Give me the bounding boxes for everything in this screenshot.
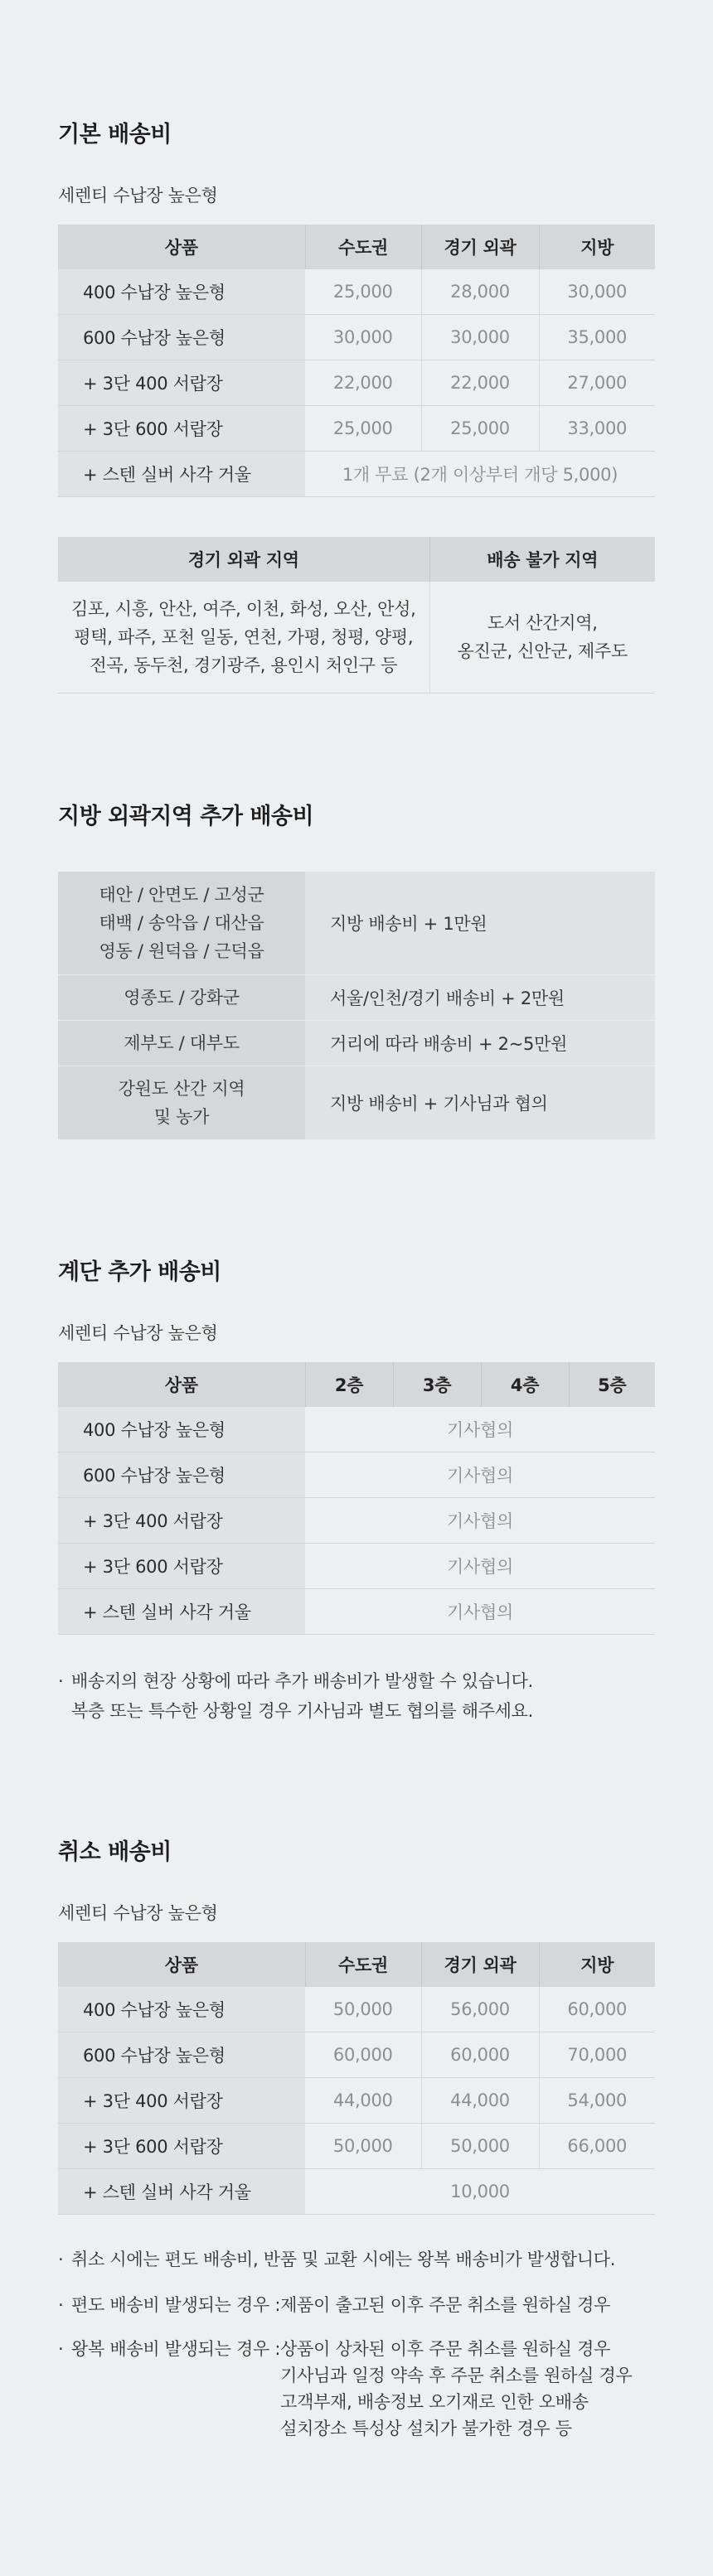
extra-fee-section — [58, 802, 655, 1140]
outer-region-list — [58, 582, 429, 694]
price-cell: 50,000 — [421, 2124, 539, 2169]
outer-region-line: 김포, 시흥, 안산, 여주, 이천, 화성, 오산, 안성, — [71, 599, 416, 619]
table-row — [58, 1066, 655, 1139]
product-label: + 3단 600 서랍장 — [58, 2124, 305, 2169]
basic-fee-title: 기본 배송비 — [58, 122, 172, 147]
extra-fee-desc: 서울/인천/경기 배송비 + 2만원 — [305, 974, 655, 1020]
table-row — [58, 2032, 655, 2078]
cancel-note-roundtrip — [58, 2336, 655, 2442]
note-value-line: 고객부재, 배송정보 오기재로 인한 오배송 — [280, 2392, 589, 2412]
product-label: + 스텐 실버 사각 거울 — [58, 1589, 305, 1635]
price-cell: 27,000 — [539, 360, 655, 406]
stairs-note — [58, 1666, 655, 1726]
note-text: 취소 시에는 편도 배송비, 반품 및 교환 시에는 왕복 배송비가 발생합니다. — [71, 2250, 616, 2269]
product-label: 400 수납장 높은형 — [58, 269, 305, 315]
extra-fee-table — [58, 872, 655, 1140]
price-cell: 30,000 — [305, 315, 421, 360]
note-line: 복층 또는 특수한 상황일 경우 기사님과 별도 협의를 해주세요. — [71, 1701, 534, 1721]
table-row — [58, 2124, 655, 2169]
product-label: + 3단 400 서랍장 — [58, 1498, 305, 1544]
header-gyeonggi-outer: 경기 외곽 — [421, 225, 539, 269]
table-header-row — [58, 225, 655, 269]
table-header-row — [58, 1362, 655, 1407]
header-gyeonggi-outer: 경기 외곽 — [421, 1942, 539, 1987]
price-cell: 60,000 — [539, 1987, 655, 2032]
note-value: 제품이 출고된 이후 주문 취소를 원하실 경우 — [280, 2295, 611, 2315]
area-line: 강원도 산간 지역 — [118, 1078, 245, 1099]
stairs-fee-section — [58, 1258, 655, 1726]
area-cell — [58, 872, 305, 974]
price-cell: 56,000 — [421, 1987, 539, 2032]
header-capital: 수도권 — [305, 1942, 421, 1987]
extra-fee-desc: 지방 배송비 + 기사님과 협의 — [305, 1066, 655, 1139]
area-line: 태안 / 안면도 / 고성군 — [99, 884, 264, 905]
table-row — [58, 1589, 655, 1635]
note-key: 편도 배송비 발생되는 경우 : — [71, 2295, 281, 2315]
bullet-dot: · — [58, 2339, 64, 2359]
area-cell — [58, 974, 305, 1020]
cancel-fee-subtitle: 세렌티 수납장 높은형 — [58, 1903, 218, 1923]
header-province: 지방 — [539, 1942, 655, 1987]
negotiation-cell: 기사협의 — [305, 1544, 655, 1589]
table-header-row — [58, 537, 655, 582]
price-cell: 60,000 — [305, 2032, 421, 2078]
region-table — [58, 537, 655, 694]
bullet-dot: · — [58, 2295, 64, 2315]
price-cell: 25,000 — [421, 406, 539, 452]
note-line: 배송지의 현장 상황에 따라 추가 배송비가 발생할 수 있습니다. — [71, 1671, 534, 1691]
extra-fee-desc: 거리에 따라 배송비 + 2~5만원 — [305, 1020, 655, 1066]
table-row — [58, 2169, 655, 2215]
cancel-notes — [58, 2245, 655, 2442]
cancel-fee-title: 취소 배송비 — [58, 1839, 172, 1865]
product-label: 400 수납장 높은형 — [58, 1987, 305, 2032]
product-label: + 3단 600 서랍장 — [58, 406, 305, 452]
mirror-price-cell: 10,000 — [305, 2169, 655, 2215]
basic-fee-table — [58, 225, 655, 497]
note-value-line: 상품이 상차된 이후 주문 취소를 원하실 경우 — [280, 2339, 611, 2359]
cancel-fee-section — [58, 1838, 655, 2442]
header-product: 상품 — [58, 225, 305, 269]
price-cell: 22,000 — [421, 360, 539, 406]
table-row — [58, 269, 655, 315]
table-row — [58, 1987, 655, 2032]
bullet-dot: · — [58, 1671, 64, 1691]
header-province: 지방 — [539, 225, 655, 269]
price-cell: 22,000 — [305, 360, 421, 406]
area-line: 태백 / 송악읍 / 대산읍 — [99, 912, 264, 933]
price-cell: 54,000 — [539, 2078, 655, 2124]
negotiation-cell: 기사협의 — [305, 1589, 655, 1635]
table-row — [58, 1544, 655, 1589]
table-row — [58, 1020, 655, 1066]
product-label: 600 수납장 높은형 — [58, 315, 305, 360]
table-row — [58, 1452, 655, 1498]
header-capital: 수도권 — [305, 225, 421, 269]
mirror-price-cell: 1개 무료 (2개 이상부터 개당 5,000) — [305, 452, 655, 497]
price-cell: 35,000 — [539, 315, 655, 360]
price-cell: 66,000 — [539, 2124, 655, 2169]
table-row — [58, 315, 655, 360]
note-value-list — [280, 2336, 632, 2442]
negotiation-cell: 기사협의 — [305, 1452, 655, 1498]
extra-fee-title: 지방 외곽지역 추가 배송비 — [58, 804, 314, 829]
product-label: + 스텐 실버 사각 거울 — [58, 2169, 305, 2215]
basic-fee-section — [58, 120, 655, 694]
outer-region-line: 평택, 파주, 포천 일동, 연천, 가평, 청평, 양평, — [74, 627, 414, 647]
header-unavailable-region: 배송 불가 지역 — [429, 537, 655, 582]
table-row — [58, 1498, 655, 1544]
unavailable-region-list — [429, 582, 655, 694]
price-cell: 25,000 — [305, 406, 421, 452]
cancel-fee-table — [58, 1942, 655, 2215]
negotiation-cell: 기사협의 — [305, 1498, 655, 1544]
price-cell: 50,000 — [305, 2124, 421, 2169]
cancel-note-oneway — [58, 2290, 655, 2320]
price-cell: 25,000 — [305, 269, 421, 315]
area-line: 제부도 / 대부도 — [124, 1032, 240, 1053]
stairs-fee-table — [58, 1362, 655, 1635]
product-label: 600 수납장 높은형 — [58, 2032, 305, 2078]
stairs-fee-subtitle: 세렌티 수납장 높은형 — [58, 1323, 218, 1343]
table-header-row — [58, 1942, 655, 1987]
header-product: 상품 — [58, 1942, 305, 1987]
price-cell: 30,000 — [539, 269, 655, 315]
price-cell: 60,000 — [421, 2032, 539, 2078]
price-cell: 30,000 — [421, 315, 539, 360]
table-row — [58, 582, 655, 694]
table-row — [58, 406, 655, 452]
table-row — [58, 1407, 655, 1452]
area-line: 영동 / 원덕읍 / 근덕읍 — [99, 940, 264, 961]
bullet-dot: · — [58, 2250, 64, 2269]
table-row — [58, 360, 655, 406]
stairs-fee-title: 계단 추가 배송비 — [58, 1259, 221, 1285]
note-value-line: 기사님과 일정 약속 후 주문 취소를 원하실 경우 — [280, 2366, 633, 2385]
basic-fee-subtitle: 세렌티 수납장 높은형 — [58, 186, 218, 205]
outer-region-line: 전곡, 동두천, 경기광주, 용인시 처인구 등 — [90, 655, 398, 675]
area-cell — [58, 1066, 305, 1139]
header-outer-region: 경기 외곽 지역 — [58, 537, 429, 582]
table-row — [58, 2078, 655, 2124]
table-row — [58, 872, 655, 974]
price-cell: 33,000 — [539, 406, 655, 452]
price-cell: 44,000 — [305, 2078, 421, 2124]
header-product: 상품 — [58, 1362, 305, 1407]
note-value-line: 설치장소 특성상 설치가 불가한 경우 등 — [280, 2419, 572, 2438]
header-floor-2: 2층 — [305, 1362, 393, 1407]
table-row — [58, 974, 655, 1020]
price-cell: 70,000 — [539, 2032, 655, 2078]
product-label: 400 수납장 높은형 — [58, 1407, 305, 1452]
price-cell: 50,000 — [305, 1987, 421, 2032]
header-floor-5: 5층 — [569, 1362, 655, 1407]
product-label: + 3단 400 서랍장 — [58, 2078, 305, 2124]
extra-fee-desc: 지방 배송비 + 1만원 — [305, 872, 655, 974]
price-cell: 28,000 — [421, 269, 539, 315]
header-floor-4: 4층 — [481, 1362, 569, 1407]
header-floor-3: 3층 — [393, 1362, 481, 1407]
product-label: + 3단 600 서랍장 — [58, 1544, 305, 1589]
product-label: + 3단 400 서랍장 — [58, 360, 305, 406]
area-line: 및 농가 — [153, 1106, 210, 1127]
area-line: 영종도 / 강화군 — [124, 987, 240, 1008]
negotiation-cell: 기사협의 — [305, 1407, 655, 1452]
price-cell: 44,000 — [421, 2078, 539, 2124]
unavailable-region-line: 옹진군, 신안군, 제주도 — [457, 641, 628, 661]
product-label: + 스텐 실버 사각 거울 — [58, 452, 305, 497]
area-cell — [58, 1020, 305, 1066]
note-key: 왕복 배송비 발생되는 경우 : — [71, 2339, 281, 2359]
table-row — [58, 452, 655, 497]
cancel-note-general — [58, 2245, 655, 2274]
unavailable-region-line: 도서 산간지역, — [487, 613, 598, 633]
product-label: 600 수납장 높은형 — [58, 1452, 305, 1498]
